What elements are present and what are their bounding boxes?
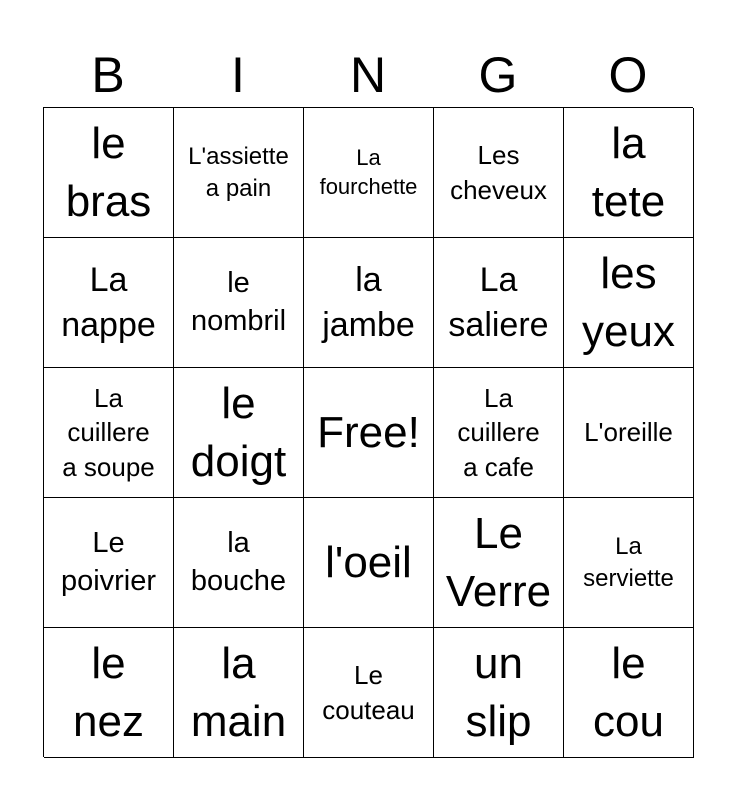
bingo-cell[interactable]	[434, 368, 564, 498]
bingo-cell[interactable]	[44, 368, 174, 498]
bingo-cell[interactable]	[44, 238, 174, 368]
cell-text: La serviette	[583, 532, 674, 592]
header-letter-b: B	[91, 47, 125, 103]
bingo-cell[interactable]	[434, 498, 564, 628]
bingo-cell[interactable]	[174, 368, 304, 498]
cell-text: le nez	[73, 639, 144, 746]
cell-text: Le poivrier	[60, 526, 157, 597]
bingo-cell[interactable]	[174, 628, 304, 758]
bingo-cell[interactable]	[564, 238, 694, 368]
cell-text: les yeux	[582, 249, 675, 356]
bingo-cell[interactable]	[304, 108, 434, 238]
header-letter-o: O	[608, 47, 648, 103]
cell-text: L'assiette a pain	[188, 142, 289, 202]
bingo-cell[interactable]	[434, 238, 564, 368]
cell-text: le nombril	[190, 266, 287, 337]
bingo-cell[interactable]	[44, 628, 174, 758]
cell-text: le cou	[593, 639, 664, 746]
bingo-cell[interactable]	[434, 108, 564, 238]
bingo-cell[interactable]	[174, 498, 304, 628]
cell-text: Le couteau	[322, 660, 415, 725]
cell-text: L'oreille	[584, 417, 673, 448]
bingo-cell[interactable]	[304, 238, 434, 368]
cell-text: Le Verre	[445, 509, 552, 616]
bingo-cell[interactable]	[174, 108, 304, 238]
header-letter-i: I	[231, 47, 245, 103]
bingo-cell[interactable]	[434, 628, 564, 758]
bingo-header	[43, 42, 693, 108]
cell-text: la tete	[591, 119, 666, 226]
bingo-cell[interactable]	[304, 498, 434, 628]
cell-text: La saliere	[448, 261, 549, 344]
cell-text: La cuillere a cafe	[457, 383, 540, 482]
cell-text: la main	[190, 639, 287, 746]
cell-text: la jambe	[322, 261, 415, 344]
cell-text: La nappe	[61, 261, 156, 344]
bingo-cell[interactable]	[44, 498, 174, 628]
cell-text: l'oeil	[325, 537, 412, 587]
header-letter-n: N	[349, 47, 387, 103]
cell-text: le bras	[65, 119, 152, 226]
header-letter-g: G	[478, 47, 518, 103]
bingo-cell[interactable]	[44, 108, 174, 238]
cell-text: le doigt	[190, 379, 287, 486]
cell-text: la bouche	[190, 526, 287, 597]
bingo-cell[interactable]	[564, 498, 694, 628]
bingo-cell[interactable]	[304, 628, 434, 758]
free-space-cell[interactable]	[304, 368, 434, 498]
bingo-cell[interactable]	[564, 108, 694, 238]
cell-text: Free!	[317, 407, 420, 457]
bingo-cell[interactable]	[564, 628, 694, 758]
cell-text: Les cheveux	[450, 140, 547, 205]
bingo-cell[interactable]	[174, 238, 304, 368]
cell-text: La cuillere a soupe	[62, 383, 155, 482]
bingo-board	[43, 107, 693, 757]
cell-text: La fourchette	[319, 144, 418, 199]
bingo-cell[interactable]	[564, 368, 694, 498]
cell-text: un slip	[465, 639, 532, 746]
